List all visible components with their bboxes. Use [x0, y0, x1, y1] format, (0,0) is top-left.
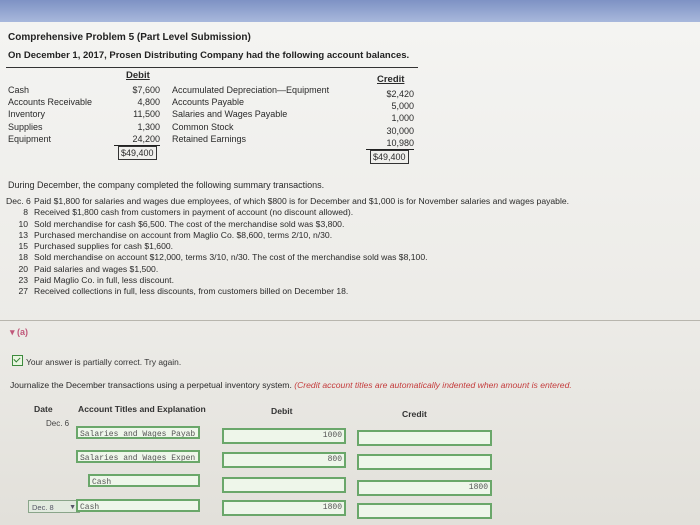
- instruction-text: Journalize the December transactions using a perpetual inventory system.: [10, 380, 292, 390]
- answer-status-text: Your answer is partially correct. Try again.: [26, 357, 182, 367]
- list-item: [6, 286, 696, 297]
- problem-intro: On December 1, 2017, Prosen Distributing Company had the following account balances.: [8, 50, 410, 61]
- browser-top-bar: [0, 0, 700, 22]
- transaction-text: Purchased supplies for cash $1,600.: [34, 241, 174, 252]
- account-name: Supplies: [8, 121, 43, 132]
- credit-input[interactable]: [357, 503, 492, 519]
- account-title-input[interactable]: Cash: [88, 474, 200, 487]
- partial-check-icon: [12, 355, 23, 366]
- list-item: [6, 219, 696, 230]
- list-item: [6, 207, 696, 218]
- account-title-input[interactable]: Salaries and Wages Payab: [76, 426, 200, 439]
- transaction-date: 18: [18, 252, 28, 263]
- transactions-list: [6, 196, 696, 298]
- transaction-text: Sold merchandise on account $12,000, terms 3/10, n/30. The cost of the merchandise sold was $8,100.: [34, 252, 428, 263]
- list-item: [6, 241, 696, 252]
- debit-input[interactable]: [222, 477, 346, 493]
- debit-amounts: [114, 84, 160, 146]
- chevron-down-icon: ▼: [69, 504, 76, 511]
- account-name: Inventory: [8, 109, 46, 120]
- debit-input[interactable]: 800: [222, 452, 346, 468]
- transaction-date: 10: [18, 218, 28, 229]
- account-title-input[interactable]: Cash: [76, 499, 200, 512]
- table-top-rule: [6, 67, 418, 68]
- transaction-date: 20: [18, 263, 28, 274]
- debit-account-names: [8, 84, 92, 145]
- transaction-text: Received collections in full, less discounts, from customers billed on December 18.: [34, 286, 349, 297]
- credit-amount: 30,000: [386, 125, 414, 136]
- entry-date-select[interactable]: [28, 500, 80, 513]
- column-header-credit: Credit: [402, 409, 427, 419]
- account-name: Cash: [8, 85, 30, 95]
- debit-amount: $7,600: [132, 85, 160, 95]
- column-header-account: Account Titles and Explanation: [78, 404, 206, 414]
- credit-input[interactable]: [357, 454, 492, 470]
- debit-amount: 1,300: [137, 121, 160, 132]
- transaction-date: 13: [18, 229, 28, 240]
- list-item: [6, 230, 696, 241]
- answer-status: [12, 355, 181, 367]
- transaction-text: Paid Maglio Co. in full, less discount.: [34, 275, 174, 286]
- debit-amount: 4,800: [137, 97, 160, 108]
- transaction-text: Paid salaries and wages $1,500.: [34, 263, 159, 274]
- transaction-date: 8: [23, 207, 28, 218]
- account-name: Accounts Payable: [172, 97, 245, 108]
- debit-header: Debit: [126, 70, 150, 81]
- debit-input[interactable]: 1000: [222, 428, 346, 444]
- account-name: Accumulated Depreciation—Equipment: [172, 85, 330, 95]
- account-name: Equipment: [8, 133, 52, 144]
- entry-date-label: Dec. 6: [46, 419, 70, 428]
- account-name: Accounts Receivable: [8, 97, 93, 108]
- transaction-text: Purchased merchandise on account from Maglio Co. $8,600, terms 2/10, n/30.: [34, 229, 333, 240]
- list-item: [6, 252, 696, 263]
- credit-amount: 10,980: [366, 137, 414, 150]
- debit-amount: 24,200: [114, 133, 160, 146]
- debit-input[interactable]: 1800: [222, 500, 346, 516]
- entry-date-value: Dec. 8: [32, 503, 54, 512]
- credit-input[interactable]: [357, 430, 492, 446]
- transactions-intro: During December, the company completed the following summary transactions.: [8, 180, 325, 190]
- list-item: [6, 275, 696, 286]
- transaction-date: 23: [18, 275, 28, 286]
- credit-amount: $2,420: [386, 89, 414, 99]
- account-name: Salaries and Wages Payable: [172, 109, 288, 120]
- transaction-text: Paid $1,800 for salaries and wages due employees, of which $800 is for December and $1,000 is for November salaries and wages payable.: [34, 196, 570, 206]
- transaction-text: Received $1,800 cash from customers in payment of account (no discount allowed).: [34, 207, 354, 218]
- instructions: [10, 380, 572, 390]
- transaction-date: Dec. 6: [6, 196, 31, 206]
- account-name: Common Stock: [172, 121, 234, 132]
- credit-amount: 1,000: [391, 113, 414, 124]
- list-item: [6, 264, 696, 275]
- instruction-note: (Credit account titles are automatically indented when amount is entered.: [294, 380, 572, 390]
- list-item: [6, 196, 696, 207]
- column-header-debit: Debit: [271, 406, 293, 416]
- transaction-date: 27: [18, 286, 28, 297]
- transaction-text: Sold merchandise for cash $6,500. The cost of the merchandise sold was $3,800.: [34, 218, 345, 229]
- problem-title: Comprehensive Problem 5 (Part Level Submission): [8, 32, 251, 43]
- account-title-input[interactable]: Salaries and Wages Expen: [76, 450, 200, 463]
- column-header-date: Date: [34, 404, 53, 414]
- debit-amount: 11,500: [133, 109, 160, 120]
- problem-page: [0, 22, 700, 525]
- credit-amounts: [366, 88, 414, 150]
- credit-amount: 5,000: [391, 101, 414, 112]
- part-a-toggle[interactable]: ▾ (a): [10, 327, 29, 337]
- credit-header: Credit: [377, 74, 405, 85]
- account-name: Retained Earnings: [172, 133, 247, 144]
- credit-input[interactable]: 1800: [357, 480, 492, 496]
- section-divider: [0, 320, 700, 321]
- transaction-date: 15: [18, 241, 28, 252]
- debit-total: $49,400: [118, 146, 157, 160]
- credit-total: $49,400: [370, 150, 409, 164]
- credit-account-names: [172, 84, 329, 145]
